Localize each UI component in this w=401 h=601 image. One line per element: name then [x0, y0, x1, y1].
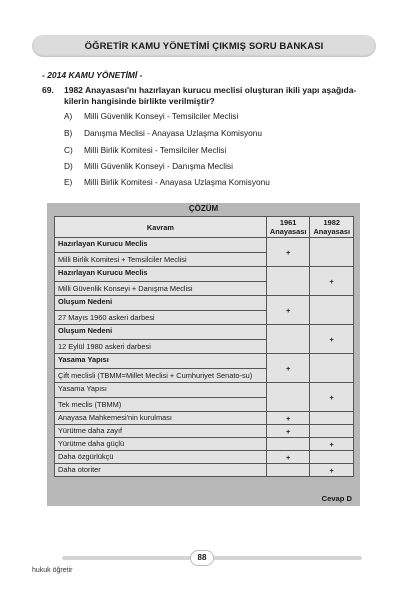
mark-1982	[310, 412, 354, 425]
table-row	[55, 238, 354, 267]
table-row	[55, 451, 354, 464]
mark-1982	[310, 354, 354, 383]
table-row	[55, 425, 354, 438]
option-c[interactable]	[64, 145, 226, 155]
header-title: ÖĞRETİR KAMU YÖNETİMİ ÇIKMIŞ SORU BANKASI	[84, 40, 324, 52]
concept-cell	[55, 354, 267, 383]
table-row	[55, 438, 354, 451]
concept-detail: Milli Birlik Komitesi + Temsilciler Meclisi	[58, 255, 187, 264]
option-text: Danışma Meclisi - Anayasa Uzlaşma Komisyonu	[84, 128, 262, 138]
table-row	[55, 354, 354, 383]
option-letter: A)	[64, 111, 73, 121]
concept-title: Yasama Yapısı	[55, 384, 266, 398]
concept-title: Hazırlayan Kurucu Meclis	[55, 268, 266, 282]
mark-1961: +	[266, 296, 310, 325]
mark-1961: +	[266, 238, 310, 267]
page-header	[32, 35, 376, 57]
concept-title: Oluşum Nedeni	[55, 297, 266, 311]
concept-cell	[55, 325, 267, 354]
table-row	[55, 412, 354, 425]
header-1961: 1961 Anayasası	[266, 217, 310, 238]
mark-1982: +	[310, 267, 354, 296]
mark-1982	[310, 238, 354, 267]
concept-cell	[55, 238, 267, 267]
section-tag: - 2014 KAMU YÖNETİMİ -	[42, 70, 143, 80]
table-row	[55, 383, 354, 412]
option-d[interactable]	[64, 161, 233, 171]
concept-title: Oluşum Nedeni	[55, 326, 266, 340]
row-label: Yürütme daha güçlü	[55, 438, 267, 451]
concept-detail: Tek meclis (TBMM)	[58, 400, 122, 409]
row-label: Yürütme daha zayıf	[55, 425, 267, 438]
table-header-row	[55, 217, 354, 238]
mark-1961	[266, 464, 310, 477]
option-letter: C)	[64, 145, 73, 155]
concept-cell	[55, 296, 267, 325]
page-number: 88	[190, 550, 214, 566]
concept-cell	[55, 383, 267, 412]
option-text: Milli Güvenlik Konseyi - Temsilciler Meclisi	[84, 111, 239, 121]
concept-title: Yasama Yapısı	[55, 355, 266, 369]
header-1982: 1982 Anayasası	[310, 217, 354, 238]
solution-box	[47, 203, 360, 506]
concept-detail: 12 Eylül 1980 askeri darbesi	[58, 342, 151, 351]
option-text: Milli Birlik Komitesi - Temsilciler Meclisi	[84, 145, 227, 155]
mark-1982	[310, 425, 354, 438]
option-text: Milli Birlik Komitesi - Anayasa Uzlaşma Komisyonu	[84, 177, 270, 187]
answer-label: Cevap D	[321, 494, 352, 503]
mark-1982	[310, 451, 354, 464]
mark-1982: +	[310, 325, 354, 354]
mark-1961: +	[266, 354, 310, 383]
option-b[interactable]	[64, 128, 262, 138]
table-row	[55, 464, 354, 477]
mark-1982: +	[310, 438, 354, 451]
mark-1982: +	[310, 464, 354, 477]
row-label: Daha otoriter	[55, 464, 267, 477]
option-letter: E)	[64, 177, 73, 187]
mark-1961: +	[266, 425, 310, 438]
mark-1961: +	[266, 451, 310, 464]
concept-title: Hazırlayan Kurucu Meclis	[55, 239, 266, 253]
row-label: Anayasa Mahkemesi'nin kurulması	[55, 412, 267, 425]
question-number: 69.	[42, 85, 54, 95]
concept-detail: Çift meclisli (TBMM=Millet Meclisi + Cumhuriyet Senato-su)	[58, 371, 253, 380]
option-text: Milli Güvenlik Konseyi - Danışma Meclisi	[84, 161, 233, 171]
concept-detail: Milli Güvenlik Konseyi + Danışma Meclisi	[58, 284, 193, 293]
header-kavram: Kavram	[55, 217, 267, 238]
concept-detail: 27 Mayıs 1960 askeri darbesi	[58, 313, 155, 322]
table-row	[55, 325, 354, 354]
option-e[interactable]	[64, 177, 270, 187]
option-letter: B)	[64, 128, 73, 138]
solution-table	[54, 216, 354, 477]
table-row	[55, 296, 354, 325]
mark-1961	[266, 325, 310, 354]
mark-1961	[266, 438, 310, 451]
mark-1961	[266, 267, 310, 296]
solution-title: ÇÖZÜM	[188, 204, 219, 213]
table-row	[55, 267, 354, 296]
question-text: 1982 Anayasası'nı hazırlayan kurucu meclisi oluşturan ikili yapı aşağıda-kilerin hangisinde birlikte verilmiştir?	[64, 85, 357, 106]
mark-1982	[310, 296, 354, 325]
concept-cell	[55, 267, 267, 296]
brand-label: hukuk öğretir	[32, 567, 73, 574]
row-label: Daha özgürlükçü	[55, 451, 267, 464]
mark-1982: +	[310, 383, 354, 412]
option-a[interactable]	[64, 111, 238, 121]
mark-1961: +	[266, 412, 310, 425]
mark-1961	[266, 383, 310, 412]
option-letter: D)	[64, 161, 73, 171]
